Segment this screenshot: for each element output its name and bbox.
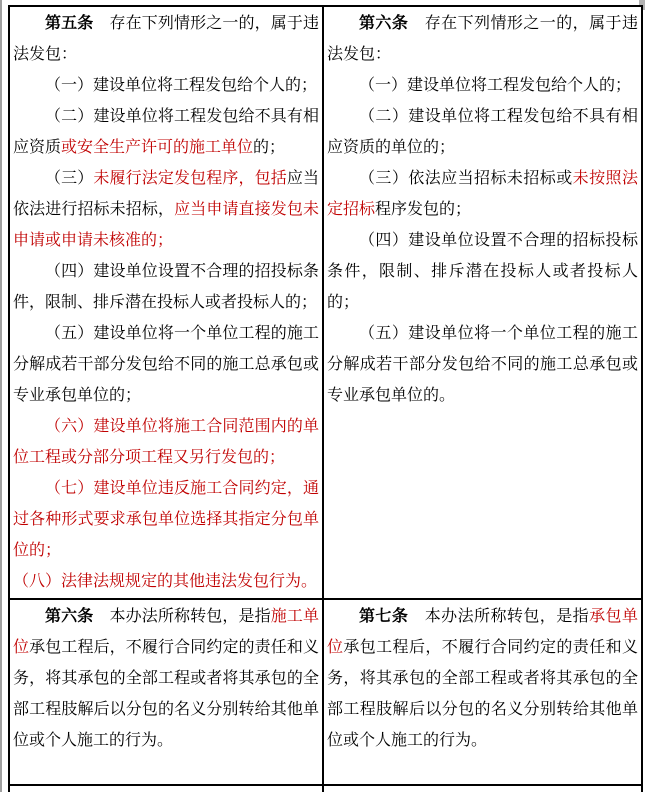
- article-number: 第七条: [359, 608, 409, 625]
- cell-article6-old: [9, 599, 323, 785]
- paragraph: [327, 70, 638, 101]
- cell-content: [327, 601, 638, 756]
- cell-content: [13, 8, 319, 597]
- text-segment: （四）建设单位设置不合理的招标投标条件，限制、排斥潜在投标人或者投标人的；: [327, 232, 638, 311]
- comparison-table: [8, 5, 643, 792]
- paragraph: [13, 70, 319, 101]
- revision-marked-text: 承包单位: [327, 608, 638, 656]
- paragraph: [327, 163, 638, 225]
- revision-marked-text: （八）法律法规规定的其他违法发包行为。: [13, 573, 318, 590]
- text-segment: 存在下列情形之一的，属于违法发包：: [13, 15, 319, 63]
- text-segment: （四）建设单位设置不合理的招投标条件，限制、排斥潜在投标人或者投标人的；: [13, 263, 319, 311]
- paragraph: [13, 8, 319, 70]
- paragraph: [13, 101, 319, 163]
- revision-marked-text: 或安全生产许可的施工单位: [61, 139, 254, 156]
- text-segment: （三）依法应当招标未招标或: [359, 170, 573, 187]
- text-segment: （五）建设单位将一个单位工程的施工分解成若干部分发包给不同的施工总承包或专业承包单位的。: [327, 325, 638, 404]
- article-number: 第五条: [45, 15, 94, 32]
- table-row-partial: [9, 785, 642, 792]
- revision-marked-text: 未按照法定招标: [327, 170, 638, 218]
- article-number: 第六条: [359, 15, 409, 32]
- cell-content: [13, 601, 319, 756]
- paragraph: [327, 601, 638, 756]
- text-segment: 应当依法进行招标未招标，: [13, 170, 319, 218]
- text-segment: 承包工程后，不履行合同约定的责任和义务，将其承包的全部工程或者将其承包的全部工程肢解后以分包的名义分别转给其他单位或个人施工的行为。: [13, 639, 319, 749]
- text-segment: （一）建设单位将工程发包给个人的；: [45, 77, 318, 94]
- paragraph: [327, 225, 638, 318]
- text-segment: （二）建设单位将工程发包给不具有相应资质的单位的；: [327, 108, 638, 156]
- text-segment: 程序发包的；: [375, 201, 472, 218]
- revision-marked-text: （六）建设单位将施工合同范围内的单位工程或分部分项工程又另行发包的；: [13, 418, 319, 466]
- paragraph: [13, 411, 319, 473]
- table-row-violation-clauses: [9, 6, 642, 599]
- paragraph: [13, 473, 319, 566]
- text-segment: 的；: [253, 139, 286, 156]
- text-segment: （五）建设单位将一个单位工程的施工分解成若干部分发包给不同的施工总承包或专业承包单位的；: [13, 325, 319, 404]
- paragraph: [13, 566, 319, 597]
- cell-article7-new: [323, 599, 642, 785]
- table-row-subcontract-definition: [9, 599, 642, 785]
- text-segment: （二）建设单位将工程发包给不具有相应资质: [13, 108, 319, 156]
- text-segment: 本办法所称转包，是指: [93, 608, 271, 625]
- cell-article5-old: [9, 6, 323, 599]
- paragraph: [327, 318, 638, 411]
- revision-marked-text: 施工单位: [13, 608, 319, 656]
- text-segment: （一）建设单位将工程发包给个人的；: [359, 77, 632, 94]
- cell-article6-new: [323, 6, 642, 599]
- paragraph: [13, 163, 319, 256]
- revision-marked-text: （七）建设单位违反施工合同约定，通过各种形式要求承包单位选择其指定分包单位的；: [13, 480, 319, 559]
- paragraph: [13, 601, 319, 756]
- page-edge-left: [0, 0, 2, 792]
- cell-content: [327, 8, 638, 411]
- cell-empty-right: [323, 785, 642, 792]
- paragraph: [327, 101, 638, 163]
- text-segment: 本办法所称转包，是指: [408, 608, 590, 625]
- text-segment: 存在下列情形之一的，属于违法发包：: [327, 15, 638, 63]
- paragraph: [13, 318, 319, 411]
- paragraph: [13, 256, 319, 318]
- cell-empty-left: [9, 785, 323, 792]
- revision-marked-text: 未履行法定发包程序，包括: [93, 170, 287, 187]
- article-number: 第六条: [45, 608, 94, 625]
- paragraph: [327, 8, 638, 70]
- text-segment: （三）: [45, 170, 94, 187]
- revision-marked-text: 应当申请直接发包未申请或申请未核准的；: [13, 201, 319, 249]
- text-segment: 承包工程后，不履行合同约定的责任和义务，将其承包的全部工程或者将其承包的全部工程肢解后以分包的名义分别转给其他单位或个人施工的行为。: [327, 639, 638, 749]
